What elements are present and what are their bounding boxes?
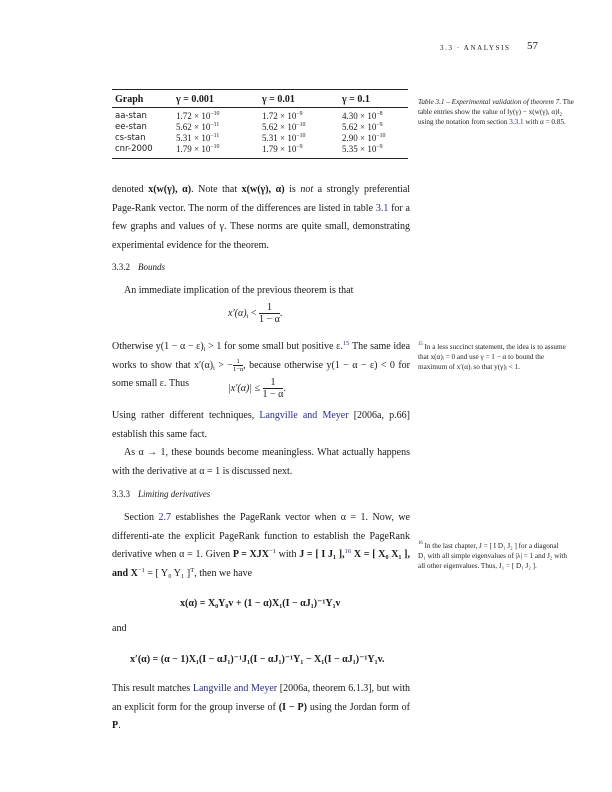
graph-name: ee-stan bbox=[115, 122, 147, 132]
value-cell: $5.62 \times 10^{-10}$ bbox=[262, 122, 306, 132]
value-cell: $5.31 \times 10^{-10}$ bbox=[262, 133, 306, 143]
column-header: γ = 0.1 bbox=[339, 90, 408, 108]
value-cell: $5.31 \times 10^{-11}$ bbox=[176, 133, 220, 143]
table-row bbox=[112, 144, 408, 159]
page-number: 57 bbox=[527, 40, 538, 52]
value-cell: $4.30 \times 10^{-8}$ bbox=[342, 111, 383, 121]
citation-link[interactable]: Langville and Meyer bbox=[259, 410, 349, 421]
paragraph: An immediate implication of the previous theorem is that bbox=[124, 285, 354, 296]
section-link[interactable]: 3.3.1 bbox=[509, 118, 524, 126]
value-cell: $5.62 \times 10^{-11}$ bbox=[176, 122, 220, 132]
sidenote-15: $^{15}$ In a less succinct statement, the idea is to assume that x(α)ᵢ = 0 and use γ = 1 − α to bound the maximum of x′(α)ᵢ so that y(γ)ᵢ < 1. bbox=[418, 342, 566, 371]
citation-link[interactable]: Langville and Meyer bbox=[192, 683, 278, 694]
paragraph: Using rather different techniques, Langville and Meyer [2006a, p.66] establish this same fact. bbox=[112, 410, 410, 440]
equation: x(α) = X₀Y₀v + (1 − α)X₁(I − αJ₁)⁻¹Y₁v bbox=[180, 598, 341, 609]
theorem-link[interactable]: 7 bbox=[555, 98, 560, 106]
sidenote-16: $^{16}$ In the last chapter, J = [ I D₁ J₂ ] for a diagonal D₁ with all simple eigenvalues of |λ| = 1 and J₂ with all other eigenvalues. Thus, J₁ = [ D₁ J₂ ]. bbox=[418, 541, 567, 570]
column-header: γ = 0.01 bbox=[259, 90, 339, 108]
section-heading: 3.3.3 Limiting derivatives bbox=[112, 489, 211, 499]
equation: x′(α) = (α − 1)X₁(I − αJ₁)⁻¹J₁(I − αJ₁)⁻¹Y₁ − X₁(I − αJ₁)⁻¹Y₁v. bbox=[130, 654, 385, 665]
paragraph: Otherwise $y(1 - \alpha - \varepsilon)_i > 1$ for some small but positive ε.$^{15}$ The same idea works to show that $x'(\alpha)_i$ > − $\frac{1}{1-\alpha}$ , because otherwise y(1 − α − ε) < 0 for some small ε. Thus bbox=[112, 340, 411, 389]
table-link[interactable]: 3.1 bbox=[375, 202, 389, 214]
value-cell: $1.72 \times 10^{-9}$ bbox=[262, 111, 303, 121]
paragraph: As α → 1, these bounds become meaningless. What actually happens with the derivative at α = 1 is discussed next. bbox=[112, 447, 410, 477]
value-cell: $5.62 \times 10^{-9}$ bbox=[342, 122, 383, 132]
column-header: Graph bbox=[112, 90, 173, 108]
table-row bbox=[112, 133, 408, 144]
value-cell: $1.72 \times 10^{-10}$ bbox=[176, 111, 220, 121]
column-header: γ = 0.001 bbox=[173, 90, 259, 108]
paragraph: and bbox=[112, 623, 127, 634]
paragraph: denoted x(w(γ), α). Note that x(w(γ), α) is not a strongly preferential Page-Rank vector. The norm of the differences are listed in table 3.1 for a few graphs and values of γ. These norms are quite small, demonstrating experimental evidence for the theorem. bbox=[112, 184, 411, 251]
running-header: 3.3 · ANALYSIS bbox=[440, 44, 511, 52]
value-cell: $2.90 \times 10^{-10}$ bbox=[342, 133, 386, 143]
table-row bbox=[112, 108, 408, 123]
graph-name: cs-stan bbox=[115, 133, 146, 143]
graph-name: cnr-2000 bbox=[115, 144, 153, 154]
table-caption: Table 3.1 – Experimental validation of theorem 7. The table entries show the value of ‖y(γ) − x(w(γ), $\alpha)‖_2$ using the notation from section 3.3.1 with α = 0.85. bbox=[418, 98, 574, 126]
table-row bbox=[112, 122, 408, 133]
equation: $x'(\alpha)_i$ < $\frac{1}{1 - \alpha}$ . bbox=[228, 302, 283, 325]
section-heading: 3.3.2 Bounds bbox=[112, 262, 165, 272]
footnote-ref[interactable]: 15 bbox=[342, 340, 350, 347]
value-cell: $1.79 \times 10^{-10}$ bbox=[176, 144, 220, 154]
footnote-ref[interactable]: 16 bbox=[344, 548, 352, 555]
paragraph: This result matches Langville and Meyer [2006a, theorem 6.1.3], but with an explicit form for the group inverse of (I − P) using the Jordan form of P. bbox=[112, 683, 411, 731]
equation: |x′(α)| ≤ $\frac{1}{1 - \alpha}$ . bbox=[228, 377, 286, 400]
table-bottom-rule bbox=[112, 159, 408, 160]
paragraph: Section 2.7 establishes the PageRank vector when α = 1. Now, we differenti-ate the explicit PageRank function to establish the PageRank derivative when α = 1. Given $P = XJX^{-1}$ with J = [ I J₁ ],$^{16}$ X = [ X₀ X₁ ], and $X^{-1}$ = [ Y₀ Y₁ ]$^T$, then we have bbox=[112, 512, 410, 579]
graph-name: aa-stan bbox=[115, 111, 147, 121]
value-cell: $5.35 \times 10^{-9}$ bbox=[342, 144, 383, 154]
table-header-row bbox=[112, 90, 408, 108]
results-table bbox=[112, 89, 408, 159]
value-cell: $1.79 \times 10^{-9}$ bbox=[262, 144, 303, 154]
section-link[interactable]: 2.7 bbox=[158, 512, 171, 523]
